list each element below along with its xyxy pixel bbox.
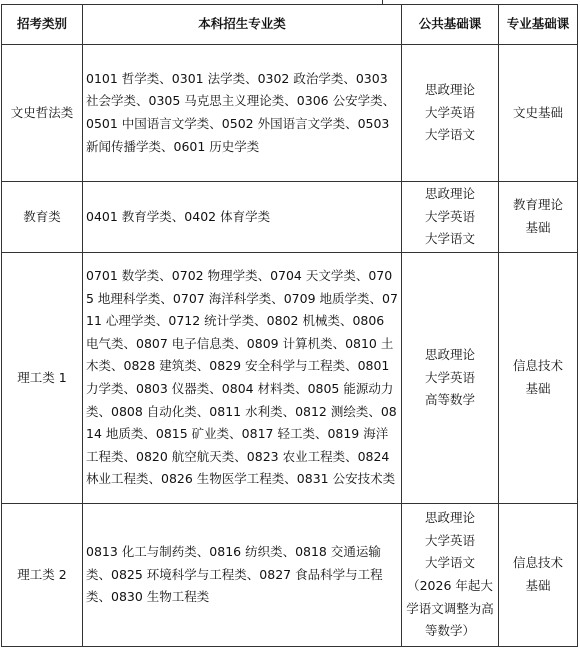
majors-cell: 0401 教育学类、0402 体育学类 (83, 182, 402, 253)
header-category: 招考类别 (2, 5, 83, 45)
specialty-courses-cell (499, 253, 578, 504)
table-row (2, 45, 578, 182)
table-row (2, 253, 578, 504)
public-course-note: 学语文调整为高 (406, 600, 494, 616)
header-majors: 本科招生专业类 (83, 5, 402, 45)
public-course: 大学英语 (424, 208, 475, 224)
specialty-course: 信息技术 (512, 555, 563, 571)
specialty-course: 教育理论 (512, 197, 563, 213)
public-course: 思政理论 (424, 347, 475, 363)
public-course: 大学英语 (424, 532, 475, 548)
category-cell: 理工类 1 (2, 253, 83, 504)
public-course: 高等数学 (424, 392, 475, 408)
majors-cell: 0701 数学类、0702 物理学类、0704 天文学类、0705 地理科学类、0707 海洋科学类、0709 地质学类、0711 心理学类、0712 统计学类、0802 机械类、0806 电气类、0807 电子信息类、0809 计算机类、0810 土木类、0828 建筑类、0829 安全科学与工程类、0801 力学类、0803 仪器类、0804 材料类、0805 能源动力类、0808 自动化类、0811 水利类、0812 测绘类、0814 地质类、0815 矿业类、0817 轻工类、0819 海洋工程类、0820 航空航天类、0823 农业工程类、0824 林业工程类、0826 生物医学工程类、0831 公安技术类 (83, 253, 402, 504)
majors-cell: 0101 哲学类、0301 法学类、0302 政治学类、0303 社会学类、0305 马克思主义理论类、0306 公安学类、0501 中国语言文学类、0502 外国语言文学类、0503 新闻传播学类、0601 历史学类 (83, 45, 402, 182)
specialty-course: 基础 (525, 578, 551, 593)
specialty-courses-cell (499, 45, 578, 182)
public-course: 思政理论 (424, 510, 475, 526)
public-courses-cell (402, 504, 499, 647)
category-cell: 理工类 2 (2, 504, 83, 647)
header-public-courses: 公共基础课 (402, 5, 499, 45)
table-row (2, 504, 578, 647)
exam-category-table (1, 4, 578, 647)
table-header-row (2, 5, 578, 45)
public-courses-cell (402, 253, 499, 504)
public-courses-cell (402, 45, 499, 182)
category-cell: 文史哲法类 (2, 45, 83, 182)
public-course: 大学语文 (424, 127, 475, 143)
public-course: 大学语文 (424, 555, 475, 571)
public-course-note: 等数学） (424, 623, 475, 639)
public-course: 大学英语 (424, 369, 475, 385)
public-course: 大学语文 (424, 231, 475, 247)
specialty-courses-cell (499, 182, 578, 253)
majors-cell: 0813 化工与制药类、0816 纺织类、0818 交通运输类、0825 环境科学与工程类、0827 食品科学与工程类、0830 生物工程类 (83, 504, 402, 647)
specialty-course: 信息技术 (512, 358, 563, 374)
specialty-course: 文史基础 (512, 104, 563, 120)
header-specialty-courses: 专业基础课 (499, 5, 578, 45)
public-course-note: （2026 年起大 (407, 578, 493, 593)
public-course: 大学英语 (424, 104, 475, 120)
public-course: 思政理论 (424, 186, 475, 202)
specialty-course: 基础 (525, 220, 551, 235)
table-row (2, 182, 578, 253)
public-courses-cell (402, 182, 499, 253)
category-cell: 教育类 (2, 182, 83, 253)
specialty-course: 基础 (525, 381, 551, 396)
specialty-courses-cell (499, 504, 578, 647)
public-course: 思政理论 (424, 82, 475, 98)
